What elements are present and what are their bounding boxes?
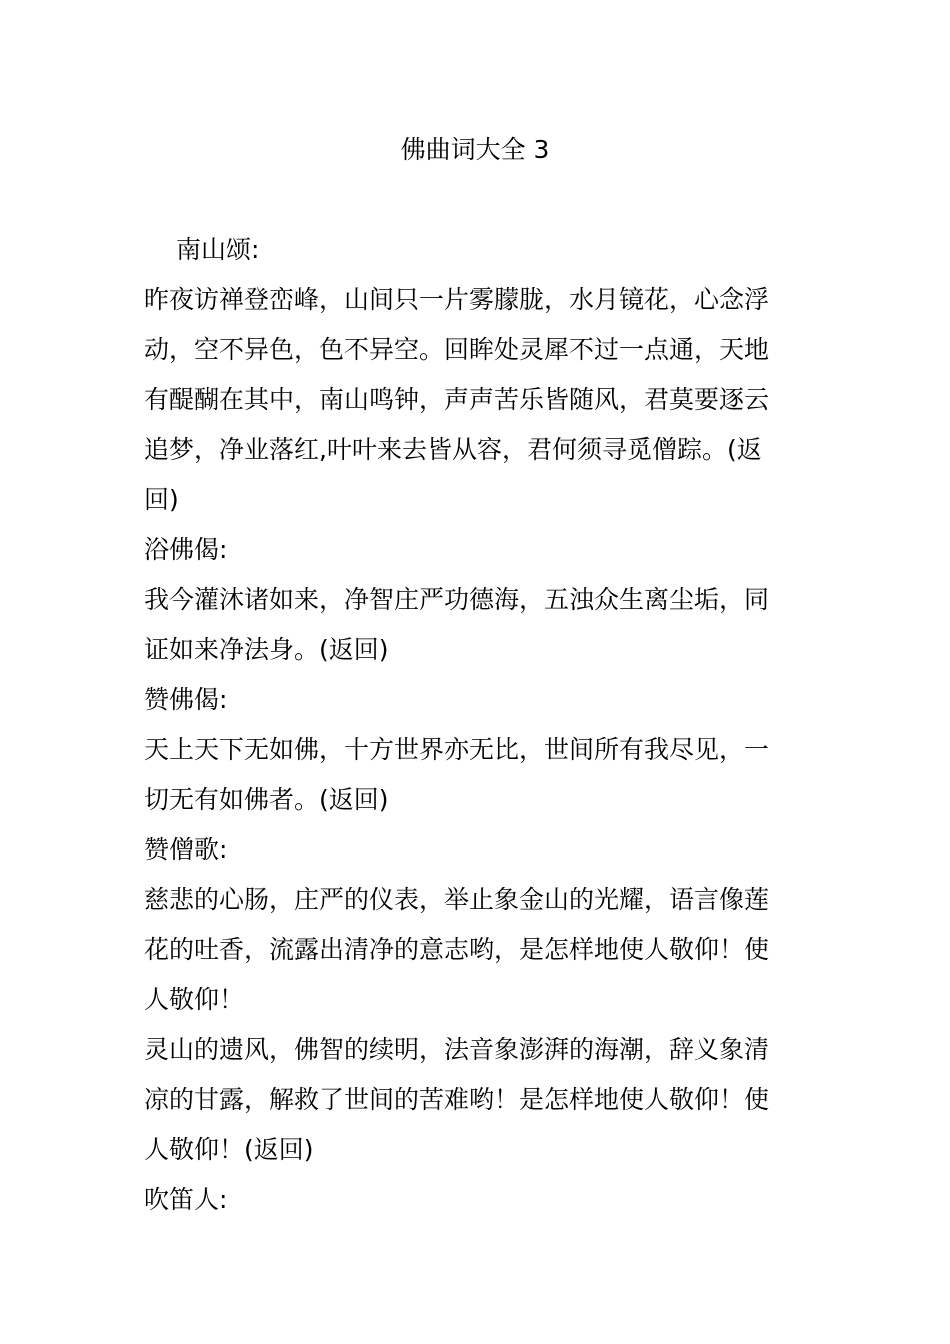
section-text-zanfo-ji: 天上天下无如佛，十方世界亦无比，世间所有我尽见，一切无有如佛者。(返回) [144, 735, 770, 814]
section-heading-zanfo-ji: 赞佛偈: [144, 685, 228, 714]
section-text-nanshan-song: 昨夜访禅登峦峰，山间只一片雾朦胧，水月镜花，心念浮动，空不异色，色不异空。回眸处灵犀不过一点通，天地有醍醐在其中，南山鸣钟，声声苦乐皆随风，君莫要逐云追梦，净业落红,叶叶来去皆从容，君何须寻觅僧踪。(返回) [144, 285, 770, 514]
document-body [144, 225, 786, 1225]
section-heading-chuidi-ren: 吹笛人: [144, 1185, 228, 1214]
section-text-zanseng-ge-1: 慈悲的心肠，庄严的仪表，举止象金山的光耀，语言像莲花的吐香，流露出清净的意志哟，是怎样地使人敬仰！使人敬仰！ [144, 885, 770, 1014]
section-heading-zanseng-ge: 赞僧歌: [144, 835, 228, 864]
page-title: 佛曲词大全 3 [400, 135, 550, 164]
section-heading-yufo-ji: 浴佛偈: [144, 535, 228, 564]
section-text-zanseng-ge-2: 灵山的遗风，佛智的续明，法音象澎湃的海潮，辞义象清凉的甘露，解救了世间的苦难哟！是怎样地使人敬仰！使人敬仰！(返回) [144, 1035, 770, 1164]
section-heading-nanshan-song: 南山颂: [176, 235, 260, 264]
section-text-yufo-ji: 我今灌沐诸如来，净智庄严功德海，五浊众生离尘垢，同证如来净法身。(返回) [144, 585, 770, 664]
